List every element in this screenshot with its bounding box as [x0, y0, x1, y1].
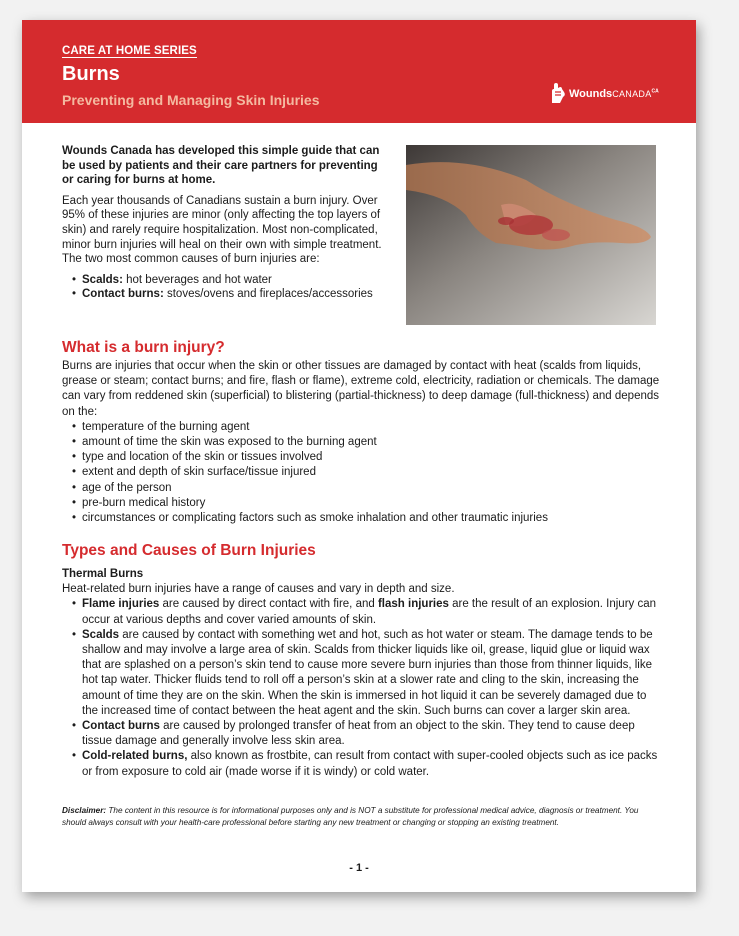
burn-injury-section: [62, 359, 662, 526]
list-item: • extent and depth of skin surface/tissue injured: [62, 465, 662, 480]
list-item: • temperature of the burning agent: [62, 420, 662, 435]
disclaimer-text: The content in this resource is for informational purposes only and is NOT a substitute for professional medical advice, diagnosis or treatment. You should always consult with your health-care professional before starting any new treatment or changing or stopping an existing treatment.: [62, 806, 639, 827]
logo-country: CANADA: [612, 89, 652, 99]
intro-cause-list: [62, 273, 392, 302]
logo-wordmark: Wounds: [569, 88, 613, 100]
disclaimer: [62, 805, 662, 828]
list-item: • Contact burns: stoves/ovens and fireplaces/accessories: [62, 287, 392, 302]
burn-factor-list: [62, 420, 662, 526]
list-item: • Scalds: hot beverages and hot water: [62, 273, 392, 288]
document-page: [22, 20, 696, 892]
list-item: • amount of time the skin was exposed to the burning agent: [62, 435, 662, 450]
list-item: • Scalds are caused by contact with something wet and hot, such as hot water or steam. The damage tends to be shallow and may involve a large area of skin. Scalds from thicker liquids like oil, grease, liquid glue or liquid wax that are splashed on a person’s skin tend to cause more severe burn injuries than those from thinner liquids, like hot tap water. Thicker fluids tend to roll off a person’s skin at a slower rate and cling to the skin, increasing the amount of time they are on the skin. When the skin is immersed in hot liquid it can be severely damaged due to the increased time of contact between the heat agent and the skin. Such burns can cover a larger skin area.: [62, 628, 662, 719]
list-item: • type and location of the skin or tissues involved: [62, 450, 662, 465]
page-number: - 1 -: [349, 862, 369, 874]
list-item: • circumstances or complicating factors such as smoke inhalation and other traumatic injuries: [62, 511, 662, 526]
list-item: • Flame injuries are caused by direct contact with fire, and flash injuries are the result of an explosion. Injury can occur at various depths and cover varied amounts of skin.: [62, 597, 662, 627]
series-label: CARE AT HOME SERIES: [62, 45, 197, 57]
burn-type-list: [62, 597, 662, 779]
intro-paragraph: Each year thousands of Canadians sustain a burn injury. Over 95% of these injuries are minor (only affecting the top layers of skin) and rarely require hospitalization. Most non-complicated, minor burn injuries will heal on their own with simple treatment. The two most common causes of burn injuries are:: [62, 194, 382, 266]
burned-hand-photo: [406, 145, 656, 325]
intro-lead: Wounds Canada has developed this simple guide that can be used by patients and their care partners for preventing or caring for burns at home.: [62, 145, 380, 187]
logo-ca-mark: CA: [651, 88, 659, 95]
thermal-burns-heading: Thermal Burns: [62, 568, 144, 580]
list-item: • pre-burn medical history: [62, 496, 662, 511]
hand-logo-icon: [550, 83, 566, 105]
page-title: Burns: [62, 63, 120, 85]
disclaimer-label: Disclaimer:: [62, 806, 107, 815]
burn-injury-paragraph: Burns are injuries that occur when the skin or other tissues are damaged by contact with heat (scalds from liquids, grease or steam; contact burns; and fire, flash or flame), extreme cold, electricity, radiation or chemicals. The damage can vary from reddened skin (superficial) to blistering (partial-thickness) to deep damage (full-thickness) and depends on the:: [62, 360, 660, 418]
list-item: • age of the person: [62, 481, 662, 496]
list-item: • Cold-related burns, also known as frostbite, can result from contact with super-cooled objects such as ice packs or from exposure to cold air (made worse if it is windy) or cold water.: [62, 749, 662, 779]
section-heading-types-causes: Types and Causes of Burn Injuries: [62, 542, 316, 559]
thermal-burns-paragraph: Heat-related burn injuries have a range of causes and vary in depth and size.: [62, 583, 455, 596]
wounds-canada-logo: [550, 80, 659, 108]
list-item: • Contact burns are caused by prolonged transfer of heat from an object to the skin. They tend to cause deep tissue damage and generally involve less skin area.: [62, 719, 662, 749]
header-banner: [22, 20, 696, 123]
page-subtitle: Preventing and Managing Skin Injuries: [62, 92, 320, 108]
section-heading-burn-injury: What is a burn injury?: [62, 339, 225, 356]
intro-section: [62, 144, 392, 302]
types-causes-section: [62, 567, 662, 780]
